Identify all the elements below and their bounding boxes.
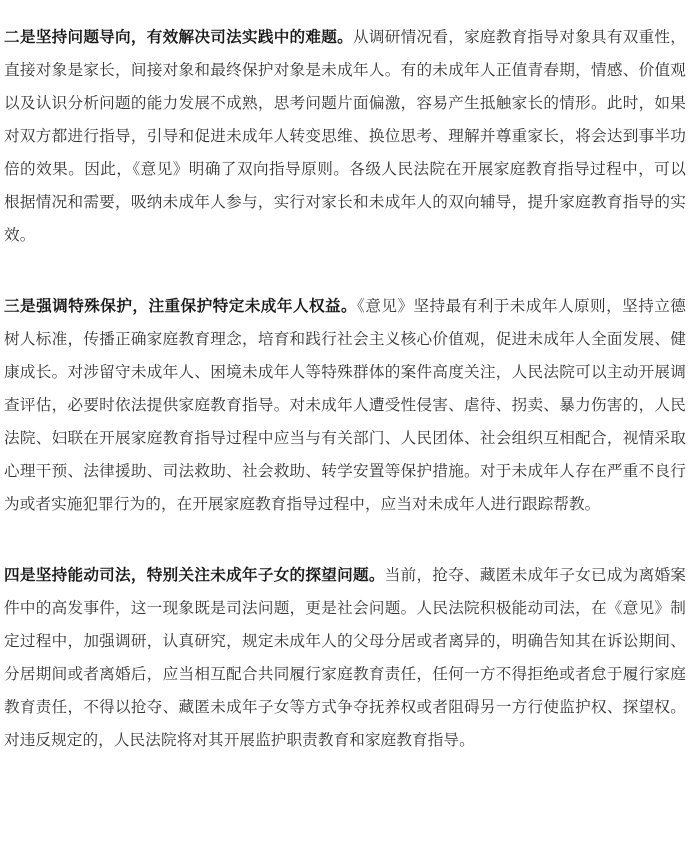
paragraph-lead: 二是坚持问题导向，有效解决司法实践中的难题。 [4, 28, 354, 46]
paragraph-two [4, 21, 686, 252]
paragraph-text: 从调研情况看，家庭教育指导对象具有双重性，直接对象是家长，间接对象和最终保护对象是未成年人。有的未成年人正值青春期，情感、价值观以及认识分析问题的能力发展不成熟，思考问题片面偏激，容易产生抵触家长的情形。此时，如果对双方都进行指导，引导和促进未成年人转变思维、换位思考、理解并尊重家长，将会达到事半功倍的效果。因此，《意见》明确了双向指导原则。各级人民法院在开展家庭教育指导过程中，可以根据情况和需要，吸纳未成年人参与，实行对家长和未成年人的双向辅导，提升家庭教育指导的实效。 [4, 28, 686, 244]
paragraph-lead: 四是坚持能动司法，特别关注未成年子女的探望问题。 [4, 566, 385, 584]
paragraph-text: 《意见》坚持最有利于未成年人原则，坚持立德树人标准，传播正确家庭教育理念，培育和践行社会主义核心价值观，促进未成年人全面发展、健康成长。对涉留守未成年人、困境未成年人等特殊群体的案件高度关注，人民法院可以主动开展调查评估，必要时依法提供家庭教育指导。对未成年人遭受性侵害、虐待、拐卖、暴力伤害的，人民法院、妇联在开展家庭教育指导过程中应当与有关部门、人民团体、社会组织互相配合，视情采取心理干预、法律援助、司法救助、社会救助、转学安置等保护措施。对于未成年人存在严重不良行为或者实施犯罪行为的，在开展家庭教育指导过程中，应当对未成年人进行跟踪帮教。 [4, 297, 686, 513]
paragraph-lead: 三是强调特殊保护，注重保护特定未成年人权益。 [4, 297, 358, 315]
paragraph-four [4, 559, 686, 757]
paragraph-three [4, 290, 686, 521]
paragraph-text: 当前，抢夺、藏匿未成年子女已成为离婚案件中的高发事件，这一现象既是司法问题，更是社会问题。人民法院积极能动司法，在《意见》制定过程中，加强调研，认真研究，规定未成年人的父母分居或者离异的，明确告知其在诉讼期间、分居期间或者离婚后，应当相互配合共同履行家庭教育责任，任何一方不得拒绝或者怠于履行家庭教育责任，不得以抢夺、藏匿未成年子女等方式争夺抚养权或者阻碍另一方行使监护权、探望权。对违反规定的，人民法院将对其开展监护职责教育和家庭教育指导。 [4, 566, 686, 749]
